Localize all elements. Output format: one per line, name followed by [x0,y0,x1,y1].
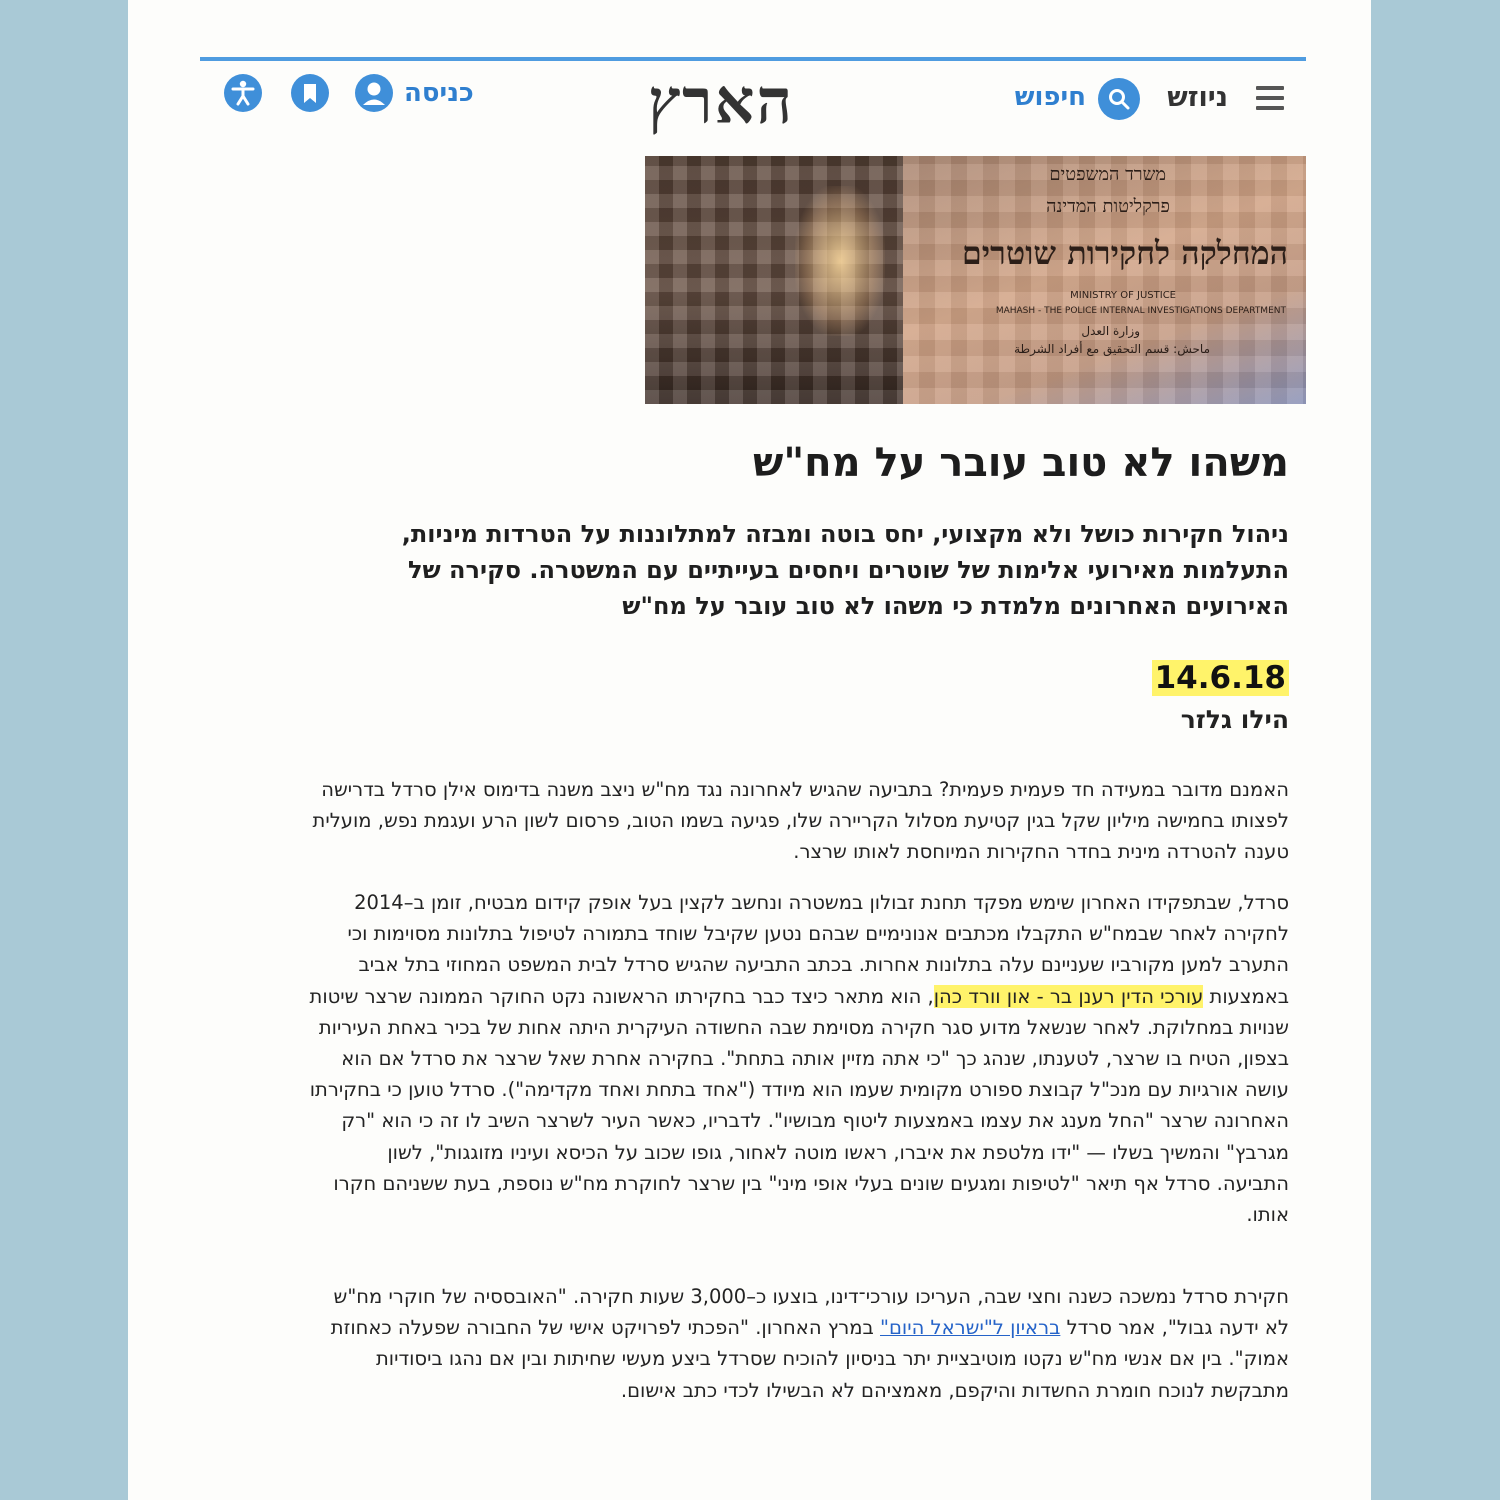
nav-news-link[interactable]: ניוזש [1167,82,1228,113]
sign-ministry-he: משרד המשפטים [1049,164,1166,185]
paragraph-2-text-end: , הוא מתאר כיצד כבר בחקירתו הראשונה נקט החוקר הממונה שרצר שיטות שנויות במחלוקת. לאחר שנשאל מדוע סגר חקירה מסוימת שבה החשודה העיקרית היתה אחות של בכיר באחת העיריות בצפון, הטיח בו שרצר, לטענתו, שנהג כך "כי אתה מזיין אותה בתחת". בחקירה אחרת שאל שרצר את סרדל אם הוא עושה אורגיות עם מנכ"ל קבוצת ספורט מקומית שעמו הוא מיודד ("אחד בתחת ואחד מקדימה"). סרדל טוען כי בחקירתו האחרונה שרצר "החל מענג את עצמו באמצעות ליטוף מבושיו". לדבריו, כאשר העיר לשרצר השיב לו זה כי הוא "רק מגרבץ" והמשיך בשלו — "ידו מלטפת את איברו, ראשו מוטה לאחור, גופו שכוב על הכיסא ועיניו מזוגגות", לשון התביעה. סרדל אף תיאר "לטיפות ומגעים שונים בעלי אופי מיני" בין שרצר לחוקרת מח"ש נוספת, בעת ששניהם חקרו אותו. [309,984,1289,1227]
sign-ministry-en: MINISTRY OF JUSTICE [1070,290,1176,301]
sign-department-ar: ماحش: قسم التحقيق مع أفراد الشرطة [1014,342,1210,356]
accessibility-icon[interactable] [224,74,262,112]
paragraph-3-text-start: חקירת סרדל נמשכה כשנה וחצי שבה, העריכו עורכי־דינו, בוצעו כ–3,000 שעות חקירה. "האובססיה של חוקרי מח"ש לא ידעה גבול", אמר סרדל [333,1285,1289,1340]
article-author[interactable]: הילו גלזר [1180,705,1289,734]
sign-department-en: MAHASH - THE POLICE INTERNAL INVESTIGATIONS DEPARTMENT [995,306,1286,316]
lawyers-highlight: עורכי הדין רענן בר - און וורד כהן [933,984,1204,1008]
login-link[interactable]: כניסה [404,78,474,108]
search-icon[interactable] [1098,78,1140,120]
sign-prosecution-he: פרקליטות המדינה [1046,196,1170,217]
department-sign [903,156,1306,404]
header-accent-line [200,57,1306,61]
article-paragraph-1: האמנם מדובר במעידה חד פעמית פעמית? בתביעה שהגיש לאחרונה נגד מח"ש ניצב משנה בדימוס אילן סרדל בדרישה לפצותו בחמישה מיליון שקל בגין קטיעת מסלול הקריירה שלו, פגיעה בשמו הטוב, פרסום לשון הרע ועגמת נפש, מועלית טענה להטרדה מינית בחדר החקירות המיוחסת לאותו שרצר. [312,778,1289,864]
search-label[interactable]: חיפוש [1014,82,1086,112]
sign-department-he: המחלקה לחקירות שוטרים [961,234,1288,272]
bookmark-icon[interactable] [291,74,329,112]
sign-ministry-ar: وزارة العدل [1081,324,1140,338]
article-paragraph-3 [309,1281,1289,1406]
site-header [200,64,1306,138]
article-paragraph-2 [309,887,1289,1230]
user-icon[interactable] [355,74,393,112]
paragraph-3-text-end: במרץ האחרון. "הפכתי לפרויקט אישי של החבורה שפעלה כאחוזת אמוק". בין אם אנשי מח"ש נקטו מוטיבציית יתר בניסיון להוכיח שסרדל ביצע מעשי שחיתות ובין אם נהגו ביסודיות מתבקשת לנוכח חומרת החשדות והיקפם, מאמציהם לא הבשילו לכדי כתב אישום. [330,1316,1289,1402]
interview-link[interactable]: בראיון ל"ישראל היום" [880,1316,1061,1340]
hamburger-menu-icon[interactable] [1256,86,1284,110]
article-subheadline: ניהול חקירות כושל ולא מקצועי, יחס בוטה ומבזה למתלוננות על הטרדות מיניות, התעלמות מאירועי אלימות של שוטרים ויחסים בעייתיים עם המשטרה. סקירה של האירועים האחרונים מלמדת כי משהו לא טוב עובר על מח"ש [401,520,1289,620]
article-date: 14.6.18 [1152,660,1289,696]
article-headline: משהו לא טוב עובר על מח"ש [752,440,1289,486]
site-logo[interactable]: הארץ [647,65,795,138]
paragraph-2-text-start: סרדל, שבתפקידו האחרון שימש מפקד תחנת זבולון במשטרה ונחשב לקצין בעל אופק קידום מבטיח, זומן ב–2014 לחקירה לאחר שבמח"ש התקבלו מכתבים אנונימיים שבהם נטען שקיבל שוחד בתמורה לטיפול בתלונות מסוימות וכי התערב למען מקורביו שעניינם עלה בתלונות אחרות. בכתב התביעה שהגיש סרדל לבית המשפט המחוזי בתל אביב באמצעות [347,891,1289,1008]
article-photo [645,156,1306,404]
